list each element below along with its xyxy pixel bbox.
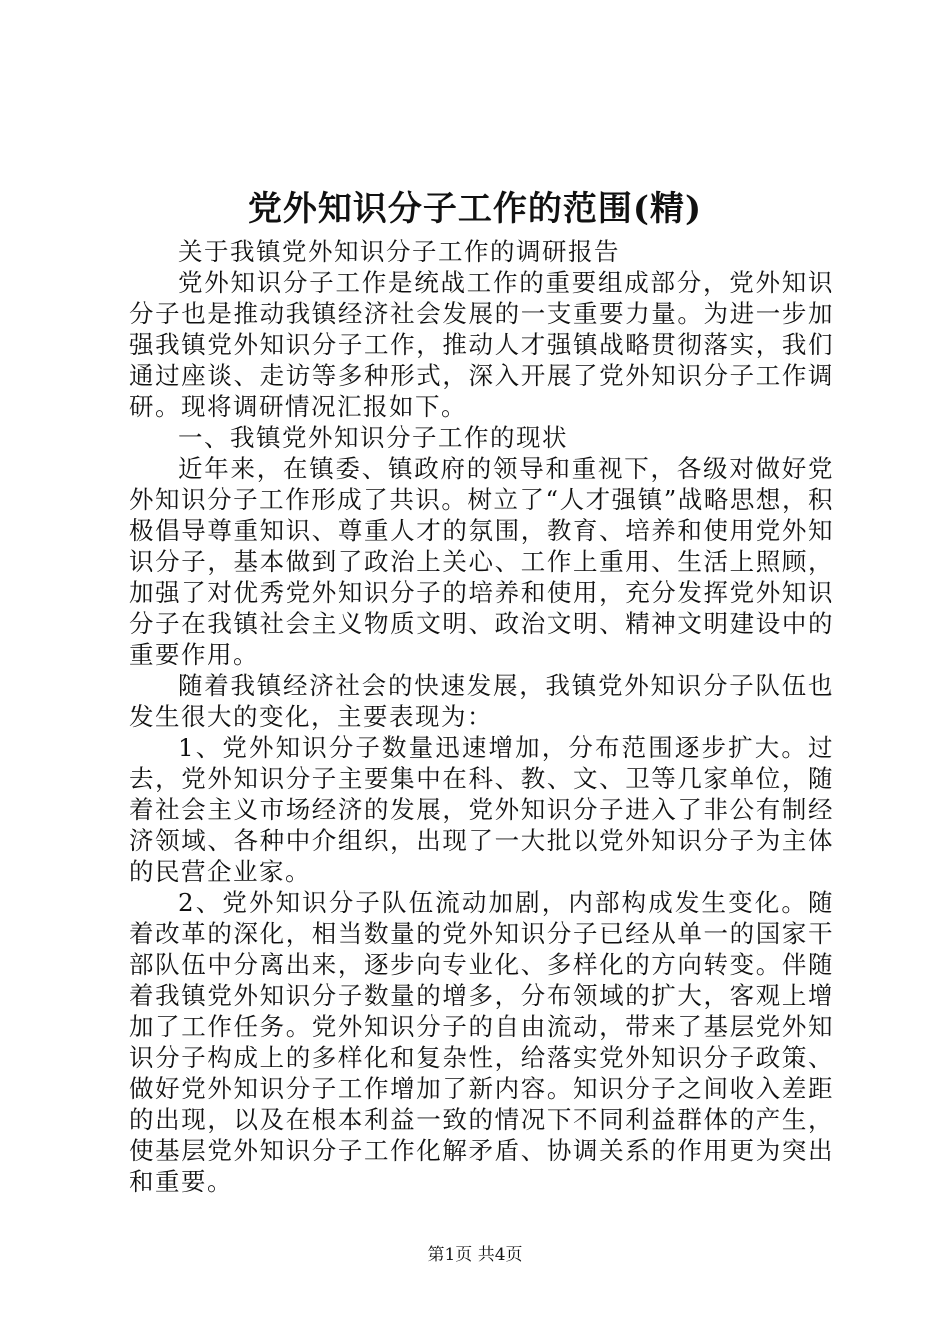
body-paragraph: 党外知识分子工作是统战工作的重要组成部分，党外知识分子也是推动我镇经济社会发展的一支重要力量。为进一步加强我镇党外知识分子工作，推动人才强镇战略贯彻落实，我们通过座谈、走访等多种形式，深入开展了党外知识分子工作调研。现将调研情况汇报如下。 [129,268,834,421]
report-heading: 关于我镇党外知识分子工作的调研报告 [178,237,620,266]
list-item: 1、党外知识分子数量迅速增加，分布范围逐步扩大。过去，党外知识分子主要集中在科、教、文、卫等几家单位，随着社会主义市场经济的发展，党外知识分子进入了非公有制经济领域、各种中介组织，出现了一大批以党外知识分子为主体的民营企业家。 [129,733,834,886]
body-paragraph: 随着我镇经济社会的快速发展，我镇党外知识分子队伍也发生很大的变化，主要表现为： [129,671,834,731]
page-number-footer: 第1页 共4页 [427,1245,523,1265]
document-title: 党外知识分子工作的范围(精) [247,189,703,229]
body-paragraph: 近年来，在镇委、镇政府的领导和重视下，各级对做好党外知识分子工作形成了共识。树立了“人才强镇”战略思想，积极倡导尊重知识、尊重人才的氛围，教育、培养和使用党外知识分子，基本做到了政治上关心、工作上重用、生活上照顾，加强了对优秀党外知识分子的培养和使用，充分发挥党外知识分子在我镇社会主义物质文明、政治文明、精神文明建设中的重要作用。 [129,454,834,669]
list-item: 2、党外知识分子队伍流动加剧，内部构成发生变化。随着改革的深化，相当数量的党外知识分子已经从单一的国家干部队伍中分离出来，逐步向专业化、多样化的方向转变。伴随着我镇党外知识分子数量的增多，分布领域的扩大，客观上增加了工作任务。党外知识分子的自由流动，带来了基层党外知识分子构成上的多样化和复杂性，给落实党外知识分子政策、做好党外知识分子工作增加了新内容。知识分子之间收入差距的出现，以及在根本利益一致的情况下不同利益群体的产生，使基层党外知识分子工作化解矛盾、协调关系的作用更为突出和重要。 [129,888,834,1196]
document-body [129,236,834,1197]
section-heading: 一、我镇党外知识分子工作的现状 [178,423,568,452]
